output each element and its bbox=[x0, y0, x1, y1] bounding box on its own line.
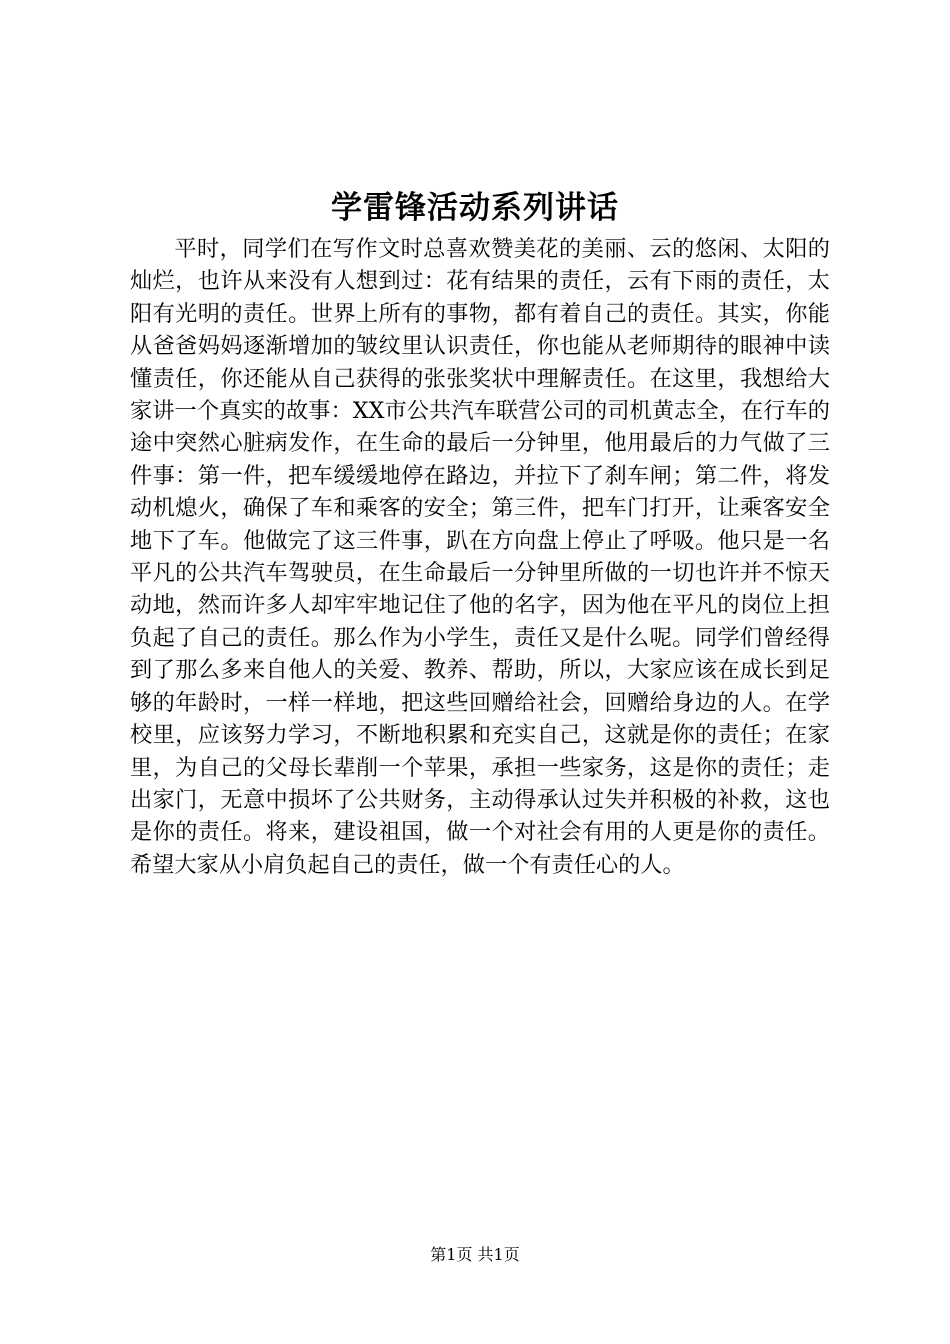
body-paragraph: 平时，同学们在写作文时总喜欢赞美花的美丽、云的悠闲、太阳的灿烂，也许从来没有人想到过：花有结果的责任，云有下雨的责任，太阳有光明的责任。世界上所有的事物，都有着自己的责任。其实，你能从爸爸妈妈逐渐增加的皱纹里认识责任，你也能从老师期待的眼神中读懂责任，你还能从自己获得的张张奖状中理解责任。在这里，我想给大家讲一个真实的故事：XX市公共汽车联营公司的司机黄志全，在行车的途中突然心脏病发作，在生命的最后一分钟里，他用最后的力气做了三件事：第一件，把车缓缓地停在路边，并拉下了刹车闸；第二件，将发动机熄火，确保了车和乘客的安全；第三件，把车门打开，让乘客安全地下了车。他做完了这三件事，趴在方向盘上停止了呼吸。他只是一名平凡的公共汽车驾驶员，在生命最后一分钟里所做的一切也许并不惊天动地，然而许多人却牢牢地记住了他的名字，因为他在平凡的岗位上担负起了自己的责任。那么作为小学生，责任又是什么呢。同学们曾经得到了那么多来自他人的关爱、教养、帮助，所以，大家应该在成长到足够的年龄时，一样一样地，把这些回赠给社会，回赠给身边的人。在学校里，应该努力学习，不断地积累和充实自己，这就是你的责任；在家里，为自己的父母长辈削一个苹果，承担一些家务，这是你的责任；走出家门，无意中损坏了公共财务，主动得承认过失并积极的补救，这也是你的责任。将来，建设祖国，做一个对社会有用的人更是你的责任。希望大家从小肩负起自己的责任，做一个有责任心的人。 bbox=[130, 236, 830, 878]
page-footer: 第1页 共1页 bbox=[430, 1245, 520, 1264]
page-title: 学雷锋活动系列讲话 bbox=[331, 190, 619, 226]
